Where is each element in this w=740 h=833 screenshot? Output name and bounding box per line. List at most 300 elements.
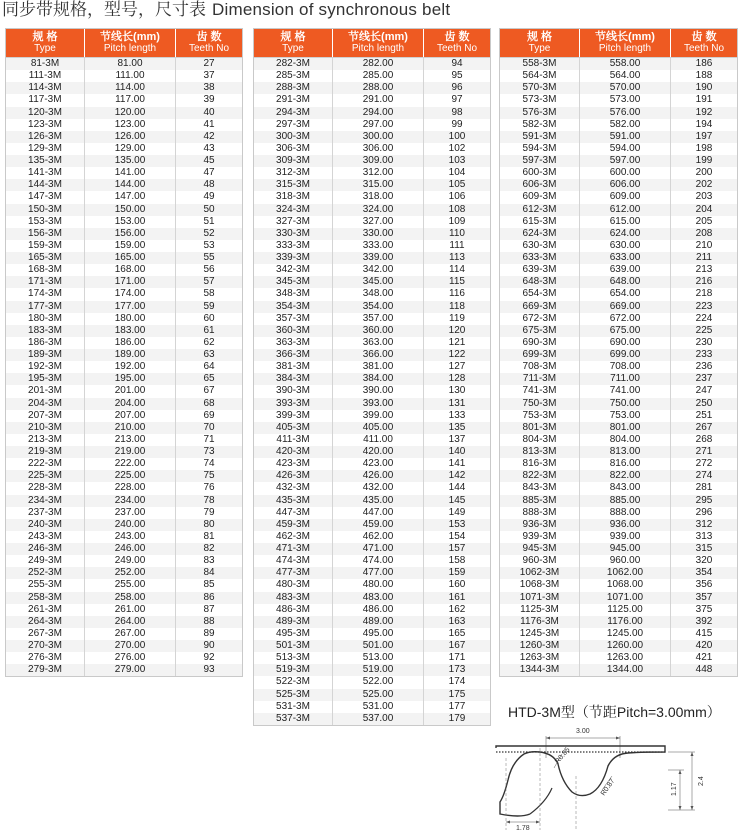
teeth-count-cell: 233 <box>695 349 713 360</box>
type-cell: 213-3M <box>6 434 85 446</box>
type-cell: 597-3M <box>500 155 580 167</box>
type-cell: 519-3M <box>254 664 333 676</box>
table-row <box>500 604 737 616</box>
pitch-length-cell: 183.00 <box>85 325 176 337</box>
table-row <box>6 495 242 507</box>
teeth-count-cell: 61 <box>203 324 215 336</box>
teeth-count-cell: 119 <box>449 312 465 324</box>
teeth-count-cell: 97 <box>451 94 463 106</box>
type-cell: 126-3M <box>6 131 85 143</box>
table-row <box>254 713 490 725</box>
table-row <box>6 240 242 252</box>
type-cell: 393-3M <box>254 398 333 410</box>
table-row <box>254 495 490 507</box>
pitch-length-cell: 612.00 <box>580 204 671 216</box>
table-row <box>500 155 737 167</box>
table-row <box>254 616 490 628</box>
pitch-length-cell: 129.00 <box>85 143 176 155</box>
pitch-length-cell: 291.00 <box>333 94 424 106</box>
teeth-count-cell: 274 <box>695 470 713 482</box>
pitch-length-cell: 597.00 <box>580 155 671 167</box>
teeth-count-cell: 141 <box>448 458 466 470</box>
teeth-count-cell: 211 <box>696 252 712 263</box>
pitch-length-cell: 192.00 <box>85 361 176 373</box>
table-row <box>254 252 490 264</box>
table-row <box>254 664 490 676</box>
type-cell: 609-3M <box>500 191 580 203</box>
header-type: 规 格 Type <box>254 29 333 57</box>
table-row <box>500 446 737 458</box>
type-cell: 114-3M <box>6 82 85 94</box>
pitch-length-cell: 309.00 <box>333 155 424 167</box>
belt-height-label: 2.4 <box>698 776 705 786</box>
type-cell: 222-3M <box>6 458 85 470</box>
pitch-length-cell: 210.00 <box>85 422 176 434</box>
teeth-count-cell: 218 <box>695 288 713 300</box>
belt-table-1 <box>5 28 243 677</box>
teeth-count-cell: 95 <box>451 70 463 82</box>
teeth-count-cell: 38 <box>203 82 215 94</box>
pitch-length-cell: 237.00 <box>85 507 176 519</box>
teeth-count-cell: 27 <box>203 58 215 69</box>
pitch-length-cell: 432.00 <box>333 482 424 494</box>
pitch-length-cell: 306.00 <box>333 143 424 155</box>
table-row <box>254 240 490 252</box>
teeth-count-cell: 106 <box>448 191 466 203</box>
type-cell: 156-3M <box>6 228 85 240</box>
table-row <box>500 82 737 94</box>
type-cell: 174-3M <box>6 288 85 300</box>
type-cell: 186-3M <box>6 337 85 349</box>
table-row <box>6 422 242 434</box>
pitch-length-cell: 939.00 <box>580 531 671 543</box>
table-row <box>500 252 737 264</box>
type-cell: 513-3M <box>254 652 333 664</box>
table-row <box>6 458 242 470</box>
pitch-length-cell: 153.00 <box>85 216 176 228</box>
type-cell: 249-3M <box>6 555 85 567</box>
table-row <box>6 531 242 543</box>
top-radius-label: R0.85 <box>554 746 572 766</box>
table-row <box>500 385 737 397</box>
table-row <box>254 470 490 482</box>
teeth-count-cell: 312 <box>695 518 713 530</box>
teeth-count-cell: 53 <box>203 239 215 251</box>
type-cell: 939-3M <box>500 531 580 543</box>
table-row <box>6 264 242 276</box>
type-cell: 180-3M <box>6 313 85 325</box>
header-type: 规 格 Type <box>6 29 85 57</box>
pitch-length-cell: 843.00 <box>580 482 671 494</box>
table-row <box>254 119 490 131</box>
table-row <box>6 82 242 94</box>
type-cell: 240-3M <box>6 519 85 531</box>
pitch-length-cell: 399.00 <box>333 410 424 422</box>
type-cell: 282-3M <box>254 58 333 70</box>
teeth-count-cell: 49 <box>203 191 215 203</box>
table-row <box>6 373 242 385</box>
table-row <box>500 361 737 373</box>
type-cell: 471-3M <box>254 543 333 555</box>
type-cell: 345-3M <box>254 276 333 288</box>
type-cell: 129-3M <box>6 143 85 155</box>
type-cell: 843-3M <box>500 482 580 494</box>
teeth-count-cell: 160 <box>448 579 466 591</box>
type-cell: 936-3M <box>500 519 580 531</box>
pitch-length-cell: 1125.00 <box>580 604 671 616</box>
type-cell: 384-3M <box>254 373 333 385</box>
type-cell: 1068-3M <box>500 579 580 591</box>
table-row <box>500 191 737 203</box>
teeth-count-cell: 250 <box>695 397 713 409</box>
table-row <box>500 119 737 131</box>
pitch-length-cell: 120.00 <box>85 107 176 119</box>
pitch-length-cell: 357.00 <box>333 313 424 325</box>
teeth-count-cell: 109 <box>448 215 466 227</box>
table-row <box>254 288 490 300</box>
pitch-length-cell: 279.00 <box>85 664 176 676</box>
table-row <box>6 131 242 143</box>
type-cell: 813-3M <box>500 446 580 458</box>
teeth-count-cell: 81 <box>203 530 215 542</box>
pitch-length-cell: 285.00 <box>333 70 424 82</box>
type-cell: 1245-3M <box>500 628 580 640</box>
teeth-count-cell: 50 <box>203 203 215 215</box>
teeth-count-cell: 190 <box>695 82 713 94</box>
pitch-length-cell: 252.00 <box>85 567 176 579</box>
type-cell: 960-3M <box>500 555 580 567</box>
table-row <box>500 555 737 567</box>
pitch-length-cell: 522.00 <box>333 676 424 688</box>
teeth-count-cell: 204 <box>695 203 713 215</box>
header-type: 规 格 Type <box>500 29 580 57</box>
teeth-count-cell: 99 <box>451 118 463 130</box>
root-radius-label: R0.87 <box>599 777 617 798</box>
pitch-length-cell: 420.00 <box>333 446 424 458</box>
table-row <box>254 519 490 531</box>
table-row <box>6 482 242 494</box>
pitch-length-cell: 564.00 <box>580 70 671 82</box>
type-cell: 690-3M <box>500 337 580 349</box>
teeth-count-cell: 198 <box>695 142 713 154</box>
pitch-length-cell: 945.00 <box>580 543 671 555</box>
teeth-count-cell: 203 <box>695 191 713 203</box>
type-cell: 582-3M <box>500 119 580 131</box>
pitch-length-cell: 888.00 <box>580 507 671 519</box>
teeth-count-cell: 118 <box>449 300 465 312</box>
teeth-count-cell: 115 <box>449 276 465 288</box>
table-row <box>254 58 490 70</box>
teeth-count-cell: 296 <box>695 506 713 518</box>
teeth-count-cell: 57 <box>203 276 215 288</box>
teeth-count-cell: 448 <box>695 664 713 676</box>
table-row <box>6 204 242 216</box>
table-row <box>254 422 490 434</box>
table-row <box>6 385 242 397</box>
table-row <box>500 216 737 228</box>
pitch-length-cell: 630.00 <box>580 240 671 252</box>
pitch-length-cell: 117.00 <box>85 94 176 106</box>
table-row <box>500 373 737 385</box>
type-cell: 123-3M <box>6 119 85 131</box>
type-cell: 570-3M <box>500 82 580 94</box>
pitch-length-cell: 654.00 <box>580 288 671 300</box>
type-cell: 390-3M <box>254 385 333 397</box>
type-cell: 306-3M <box>254 143 333 155</box>
type-cell: 264-3M <box>6 616 85 628</box>
teeth-count-cell: 76 <box>203 482 215 494</box>
teeth-count-cell: 272 <box>695 458 713 470</box>
pitch-length-cell: 270.00 <box>85 640 176 652</box>
type-cell: 201-3M <box>6 385 85 397</box>
table-row <box>500 592 737 604</box>
table-header <box>500 29 737 57</box>
pitch-length-cell: 591.00 <box>580 131 671 143</box>
table-row <box>6 143 242 155</box>
teeth-count-cell: 251 <box>695 409 713 421</box>
table-row <box>254 410 490 422</box>
table-row <box>500 507 737 519</box>
type-cell: 189-3M <box>6 349 85 361</box>
pitch-length-cell: 261.00 <box>85 604 176 616</box>
table-row <box>6 592 242 604</box>
teeth-count-cell: 88 <box>203 615 215 627</box>
type-cell: 171-3M <box>6 276 85 288</box>
pitch-length-cell: 609.00 <box>580 191 671 203</box>
table-row <box>6 361 242 373</box>
teeth-count-cell: 56 <box>203 264 215 276</box>
pitch-length-cell: 624.00 <box>580 228 671 240</box>
table-row <box>254 143 490 155</box>
pitch-length-cell: 483.00 <box>333 592 424 604</box>
pitch-length-cell: 381.00 <box>333 361 424 373</box>
table-row <box>6 216 242 228</box>
pitch-length-cell: 750.00 <box>580 398 671 410</box>
table-row <box>500 664 737 676</box>
table-row <box>6 434 242 446</box>
teeth-count-cell: 68 <box>203 397 215 409</box>
type-cell: 135-3M <box>6 155 85 167</box>
table-row <box>6 313 242 325</box>
pitch-length-cell: 519.00 <box>333 664 424 676</box>
table-row <box>254 373 490 385</box>
teeth-count-cell: 37 <box>203 70 215 82</box>
type-cell: 1071-3M <box>500 592 580 604</box>
pitch-length-cell: 294.00 <box>333 107 424 119</box>
teeth-count-cell: 111 <box>449 239 465 251</box>
pitch-length-cell: 435.00 <box>333 495 424 507</box>
teeth-count-cell: 39 <box>203 94 215 106</box>
type-cell: 711-3M <box>500 373 580 385</box>
teeth-count-cell: 133 <box>448 409 466 421</box>
pitch-length-cell: 141.00 <box>85 167 176 179</box>
type-cell: 330-3M <box>254 228 333 240</box>
table-row <box>6 555 242 567</box>
pitch-length-cell: 393.00 <box>333 398 424 410</box>
type-cell: 741-3M <box>500 385 580 397</box>
pitch-length-cell: 822.00 <box>580 470 671 482</box>
type-cell: 462-3M <box>254 531 333 543</box>
teeth-count-cell: 357 <box>695 591 713 603</box>
teeth-count-cell: 199 <box>695 155 713 166</box>
table-row <box>254 361 490 373</box>
teeth-count-cell: 89 <box>203 627 215 639</box>
type-cell: 228-3M <box>6 482 85 494</box>
table-row <box>254 349 490 361</box>
pitch-length-cell: 537.00 <box>333 713 424 725</box>
pitch-length-cell: 354.00 <box>333 301 424 313</box>
table-row <box>254 313 490 325</box>
type-cell: 432-3M <box>254 482 333 494</box>
teeth-count-cell: 65 <box>203 373 215 385</box>
type-cell: 1176-3M <box>500 616 580 628</box>
table-header <box>254 29 490 57</box>
table-row <box>254 446 490 458</box>
teeth-count-cell: 153 <box>448 518 466 530</box>
pitch-length-cell: 675.00 <box>580 325 671 337</box>
type-cell: 633-3M <box>500 252 580 264</box>
type-cell: 606-3M <box>500 179 580 191</box>
pitch-length-cell: 213.00 <box>85 434 176 446</box>
type-cell: 204-3M <box>6 398 85 410</box>
teeth-count-cell: 356 <box>695 579 713 591</box>
teeth-count-cell: 149 <box>448 506 466 518</box>
table-row <box>6 410 242 422</box>
pitch-length-cell: 267.00 <box>85 628 176 640</box>
teeth-count-cell: 158 <box>448 555 466 567</box>
type-cell: 324-3M <box>254 204 333 216</box>
type-cell: 210-3M <box>6 422 85 434</box>
pitch-length-cell: 264.00 <box>85 616 176 628</box>
teeth-count-cell: 69 <box>203 409 215 421</box>
type-cell: 354-3M <box>254 301 333 313</box>
teeth-count-cell: 267 <box>695 421 713 433</box>
pitch-length-cell: 342.00 <box>333 264 424 276</box>
teeth-count-cell: 70 <box>203 421 215 433</box>
type-cell: 753-3M <box>500 410 580 422</box>
pitch-length-cell: 480.00 <box>333 579 424 591</box>
type-cell: 816-3M <box>500 458 580 470</box>
teeth-count-cell: 173 <box>448 664 466 676</box>
teeth-count-cell: 144 <box>448 482 466 494</box>
type-cell: 630-3M <box>500 240 580 252</box>
pitch-length-cell: 249.00 <box>85 555 176 567</box>
pitch-length-cell: 114.00 <box>85 82 176 94</box>
pitch-length-cell: 258.00 <box>85 592 176 604</box>
pitch-length-cell: 573.00 <box>580 94 671 106</box>
pitch-dimension-label: 3.00 <box>576 728 590 735</box>
type-cell: 591-3M <box>500 131 580 143</box>
type-cell: 291-3M <box>254 94 333 106</box>
table-row <box>500 434 737 446</box>
pitch-length-cell: 228.00 <box>85 482 176 494</box>
type-cell: 423-3M <box>254 458 333 470</box>
table-row <box>254 167 490 179</box>
table-row <box>500 349 737 361</box>
type-cell: 294-3M <box>254 107 333 119</box>
teeth-count-cell: 271 <box>695 446 713 457</box>
type-cell: 474-3M <box>254 555 333 567</box>
type-cell: 564-3M <box>500 70 580 82</box>
pitch-length-cell: 711.00 <box>580 373 671 385</box>
pitch-length-cell: 594.00 <box>580 143 671 155</box>
pitch-length-cell: 276.00 <box>85 652 176 664</box>
pitch-length-cell: 1062.00 <box>580 567 671 579</box>
table-row <box>254 264 490 276</box>
pitch-length-cell: 606.00 <box>580 179 671 191</box>
table-row <box>6 628 242 640</box>
teeth-count-cell: 315 <box>695 543 713 554</box>
table-row <box>6 252 242 264</box>
pitch-length-cell: 1260.00 <box>580 640 671 652</box>
table-row <box>500 179 737 191</box>
table-row <box>500 264 737 276</box>
type-cell: 615-3M <box>500 216 580 228</box>
pitch-length-cell: 1071.00 <box>580 592 671 604</box>
table-row <box>6 119 242 131</box>
header-teeth-no: 齿 数 Teeth No <box>436 31 478 54</box>
table-row <box>500 628 737 640</box>
pitch-length-cell: 1176.00 <box>580 616 671 628</box>
pitch-length-cell: 639.00 <box>580 264 671 276</box>
type-cell: 348-3M <box>254 288 333 300</box>
pitch-length-cell: 816.00 <box>580 458 671 470</box>
type-cell: 525-3M <box>254 689 333 701</box>
teeth-count-cell: 142 <box>448 470 466 482</box>
pitch-length-cell: 582.00 <box>580 119 671 131</box>
pitch-length-cell: 804.00 <box>580 434 671 446</box>
type-cell: 669-3M <box>500 301 580 313</box>
teeth-count-cell: 268 <box>695 433 713 445</box>
table-row <box>254 276 490 288</box>
teeth-count-cell: 40 <box>203 106 215 118</box>
teeth-count-cell: 82 <box>203 543 215 554</box>
table-row <box>254 107 490 119</box>
type-cell: 342-3M <box>254 264 333 276</box>
teeth-count-cell: 247 <box>695 385 713 397</box>
teeth-count-cell: 52 <box>203 227 215 239</box>
pitch-length-cell: 600.00 <box>580 167 671 179</box>
pitch-length-cell: 489.00 <box>333 616 424 628</box>
type-cell: 495-3M <box>254 628 333 640</box>
type-cell: 612-3M <box>500 204 580 216</box>
type-cell: 363-3M <box>254 337 333 349</box>
type-cell: 1263-3M <box>500 652 580 664</box>
belt-profile-outline <box>496 746 665 816</box>
table-row <box>500 167 737 179</box>
teeth-count-cell: 108 <box>448 203 466 215</box>
table-row <box>254 325 490 337</box>
pitch-length-cell: 366.00 <box>333 349 424 361</box>
table-row <box>254 604 490 616</box>
pitch-length-cell: 135.00 <box>85 155 176 167</box>
type-cell: 801-3M <box>500 422 580 434</box>
teeth-count-cell: 194 <box>695 118 713 130</box>
type-cell: 885-3M <box>500 495 580 507</box>
table-row <box>254 434 490 446</box>
pitch-length-cell: 411.00 <box>333 434 424 446</box>
table-row <box>254 204 490 216</box>
table-row <box>500 531 737 543</box>
type-cell: 522-3M <box>254 676 333 688</box>
type-cell: 267-3M <box>6 628 85 640</box>
teeth-count-cell: 154 <box>448 530 466 542</box>
type-cell: 255-3M <box>6 579 85 591</box>
type-cell: 252-3M <box>6 567 85 579</box>
type-cell: 435-3M <box>254 495 333 507</box>
pitch-length-cell: 348.00 <box>333 288 424 300</box>
teeth-count-cell: 86 <box>203 591 215 603</box>
